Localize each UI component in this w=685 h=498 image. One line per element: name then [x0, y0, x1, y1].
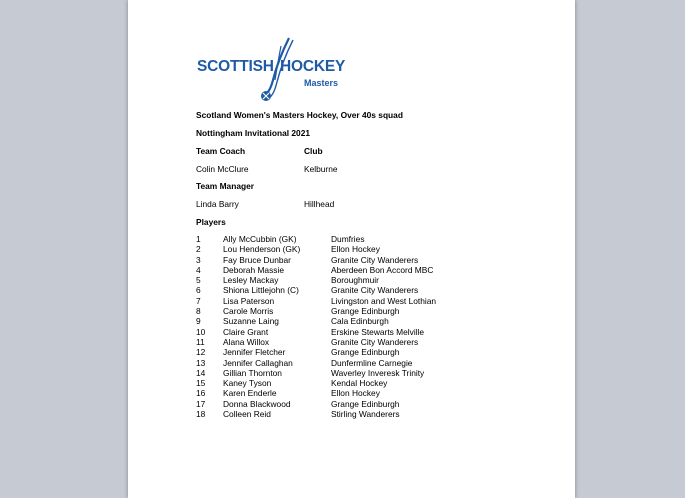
player-number: 9: [196, 316, 201, 327]
player-club: Grange Edinburgh: [331, 347, 400, 358]
player-club: Livingston and West Lothian: [331, 295, 437, 306]
logo-word-masters: Masters: [304, 78, 339, 88]
player-club: Kendal Hockey: [331, 378, 388, 389]
player-club: Granite City Wanderers: [331, 336, 419, 347]
player-club: Granite City Wanderers: [331, 254, 419, 265]
logo-word-hockey: HOCKEY: [280, 58, 346, 75]
player-club: Ellon Hockey: [331, 244, 380, 255]
player-number: 13: [196, 357, 206, 368]
player-number: 5: [196, 275, 201, 286]
player-name: Deborah Massie: [223, 264, 284, 275]
player-number: 15: [196, 378, 206, 389]
player-name: Karen Enderle: [223, 388, 277, 399]
player-club: Boroughmuir: [331, 275, 379, 286]
player-club: Stirling Wanderers: [331, 409, 400, 420]
club-header: Club: [304, 146, 323, 156]
player-club: Dumfries: [331, 234, 365, 244]
player-name: Lisa Paterson: [223, 295, 275, 306]
logo-word-scottish: SCOTTISH: [197, 58, 274, 75]
player-number: 18: [196, 409, 206, 420]
player-name: Gillian Thornton: [223, 367, 282, 378]
player-club: Waverley Inveresk Trinity: [331, 367, 425, 378]
player-name: Lou Henderson (GK): [223, 244, 301, 255]
player-club: Aberdeen Bon Accord MBC: [331, 264, 434, 275]
player-name: Fay Bruce Dunbar: [223, 254, 291, 265]
player-club: Grange Edinburgh: [331, 306, 400, 317]
player-name: Colleen Reid: [223, 409, 271, 420]
player-number: 16: [196, 388, 206, 399]
player-club: Erskine Stewarts Melville: [331, 326, 425, 337]
player-name: Kaney Tyson: [223, 378, 272, 389]
event-name: Nottingham Invitational 2021: [196, 128, 311, 138]
player-number: 6: [196, 285, 201, 296]
manager-header: Team Manager: [196, 181, 255, 191]
player-name: Shiona Littlejohn (C): [223, 285, 299, 296]
document-title: Scotland Women's Masters Hockey, Over 40s squad: [196, 110, 403, 120]
player-number: 8: [196, 306, 201, 317]
player-name: Jennifer Fletcher: [223, 347, 286, 358]
player-number: 10: [196, 326, 206, 337]
player-number: 1: [196, 234, 201, 244]
player-number: 11: [196, 336, 205, 347]
player-club: Ellon Hockey: [331, 388, 380, 399]
coach-header: Team Coach: [196, 146, 246, 156]
manager-club: Hillhead: [304, 199, 335, 209]
player-name: Jennifer Callaghan: [223, 357, 293, 368]
player-name: Suzanne Laing: [223, 316, 279, 327]
player-club: Grange Edinburgh: [331, 398, 400, 409]
coach-name: Colin McClure: [196, 164, 249, 174]
player-name: Ally McCubbin (GK): [223, 234, 297, 244]
manager-name: Linda Barry: [196, 199, 239, 209]
document-page: [128, 0, 575, 498]
player-number: 17: [196, 398, 206, 409]
players-header: Players: [196, 217, 226, 227]
player-name: Claire Grant: [223, 326, 269, 337]
player-club: Cala Edinburgh: [331, 316, 389, 327]
player-number: 2: [196, 244, 201, 255]
coach-club: Kelburne: [304, 164, 338, 174]
player-name: Carole Morris: [223, 306, 274, 317]
player-number: 3: [196, 254, 201, 265]
player-number: 4: [196, 264, 201, 275]
player-name: Lesley Mackay: [223, 275, 279, 286]
player-number: 7: [196, 295, 201, 306]
player-number: 12: [196, 347, 206, 358]
player-name: Alana Willox: [223, 336, 270, 347]
scottish-hockey-masters-logo: [197, 36, 357, 106]
player-club: Dunfermline Carnegie: [331, 357, 413, 368]
player-club: Granite City Wanderers: [331, 285, 419, 296]
player-name: Donna Blackwood: [223, 398, 291, 409]
player-number: 14: [196, 367, 206, 378]
